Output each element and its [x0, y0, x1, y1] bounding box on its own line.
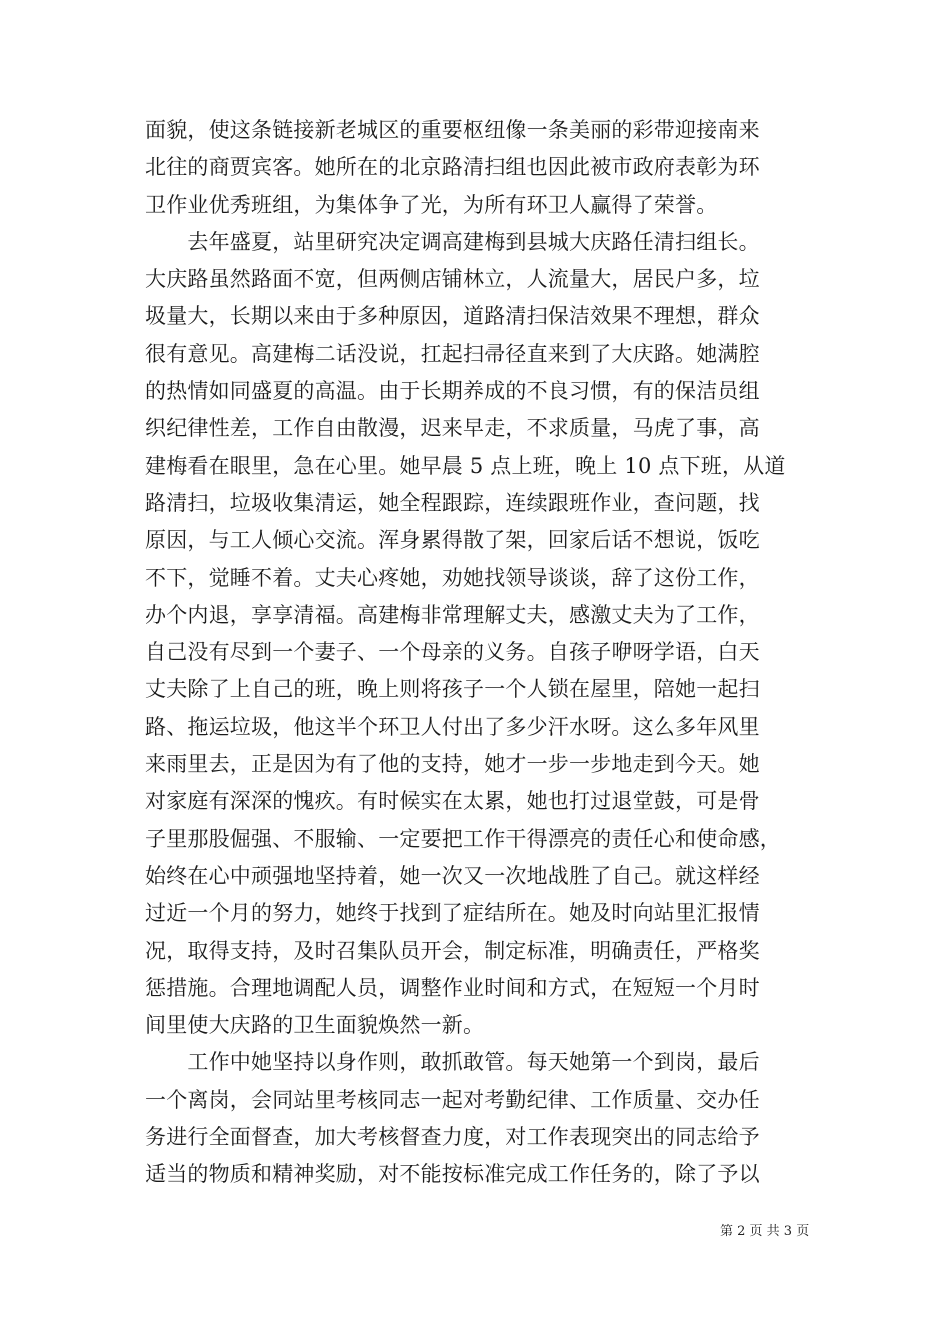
text-line: 路清扫，垃圾收集清运，她全程跟踪，连续跟班作业，查问题，找	[145, 490, 760, 515]
text-line: 北往的商贾宾客。她所在的北京路清扫组也因此被市政府表彰为环	[145, 155, 760, 180]
text-line: 面貌，使这条链接新老城区的重要枢纽像一条美丽的彩带迎接南来	[145, 118, 760, 142]
text-line: 间里使大庆路的卫生面貌焕然一新。	[145, 1013, 485, 1038]
document-body	[145, 112, 825, 1194]
text-line: 对家庭有深深的愧疚。有时候实在太累，她也打过退堂鼓，可是骨	[145, 789, 760, 814]
text-line: 来雨里去，正是因为有了他的支持，她才一步一步地走到今天。她	[145, 752, 760, 777]
text-line: 过近一个月的努力，她终于找到了症结所在。她及时向站里汇报情	[145, 901, 760, 926]
text-line: 大庆路虽然路面不宽，但两侧店铺林立，人流量大，居民户多，垃	[145, 267, 760, 292]
text-line: 的热情如同盛夏的高温。由于长期养成的不良习惯，有的保洁员组	[145, 379, 760, 404]
text-line: 建梅看在眼里，急在心里。她早晨 5 点上班，晚上 10 点下班，从道	[145, 453, 786, 478]
text-line: 一个离岗，会同站里考核同志一起对考勤纪律、工作质量、交办任	[145, 1087, 760, 1112]
text-line: 丈夫除了上自己的班，晚上则将孩子一个人锁在屋里，陪她一起扫	[145, 677, 760, 702]
text-line: 织纪律性差，工作自由散漫，迟来早走，不求质量，马虎了事，高	[145, 416, 760, 441]
text-line: 去年盛夏，站里研究决定调高建梅到县城大庆路任清扫组长。	[145, 229, 760, 254]
text-line: 卫作业优秀班组，为集体争了光，为所有环卫人赢得了荣誉。	[145, 192, 718, 217]
text-line: 子里那股倔强、不服输、一定要把工作干得漂亮的责任心和使命感，	[145, 826, 781, 851]
text-line: 工作中她坚持以身作则，敢抓敢管。每天她第一个到岗，最后	[145, 1050, 760, 1075]
text-line: 始终在心中顽强地坚持着，她一次又一次地战胜了自己。就这样经	[145, 863, 760, 888]
page-number-footer: 第 2 页 共 3 页	[720, 1224, 810, 1239]
text-line: 况，取得支持，及时召集队员开会，制定标准，明确责任，严格奖	[145, 938, 760, 963]
text-line: 适当的物质和精神奖励，对不能按标准完成工作任务的，除了予以	[145, 1162, 760, 1187]
text-line: 务进行全面督查，加大考核督查力度，对工作表现突出的同志给予	[145, 1125, 760, 1150]
text-line: 很有意见。高建梅二话没说，扛起扫帚径直来到了大庆路。她满腔	[145, 341, 760, 366]
text-line: 原因，与工人倾心交流。浑身累得散了架，回家后话不想说，饭吃	[145, 528, 760, 553]
text-line: 自己没有尽到一个妻子、一个母亲的义务。自孩子咿呀学语，白天	[145, 640, 760, 665]
text-line: 办个内退，享享清福。高建梅非常理解丈夫，感激丈夫为了工作，	[145, 602, 760, 627]
text-line: 圾量大，长期以来由于多种原因，道路清扫保洁效果不理想，群众	[145, 304, 760, 329]
text-line: 路、拖运垃圾，他这半个环卫人付出了多少汗水呀。这么多年风里	[145, 714, 760, 739]
text-line: 惩措施。合理地调配人员，调整作业时间和方式，在短短一个月时	[145, 975, 760, 1000]
text-line: 不下，觉睡不着。丈夫心疼她，劝她找领导谈谈，辞了这份工作，	[145, 565, 760, 590]
